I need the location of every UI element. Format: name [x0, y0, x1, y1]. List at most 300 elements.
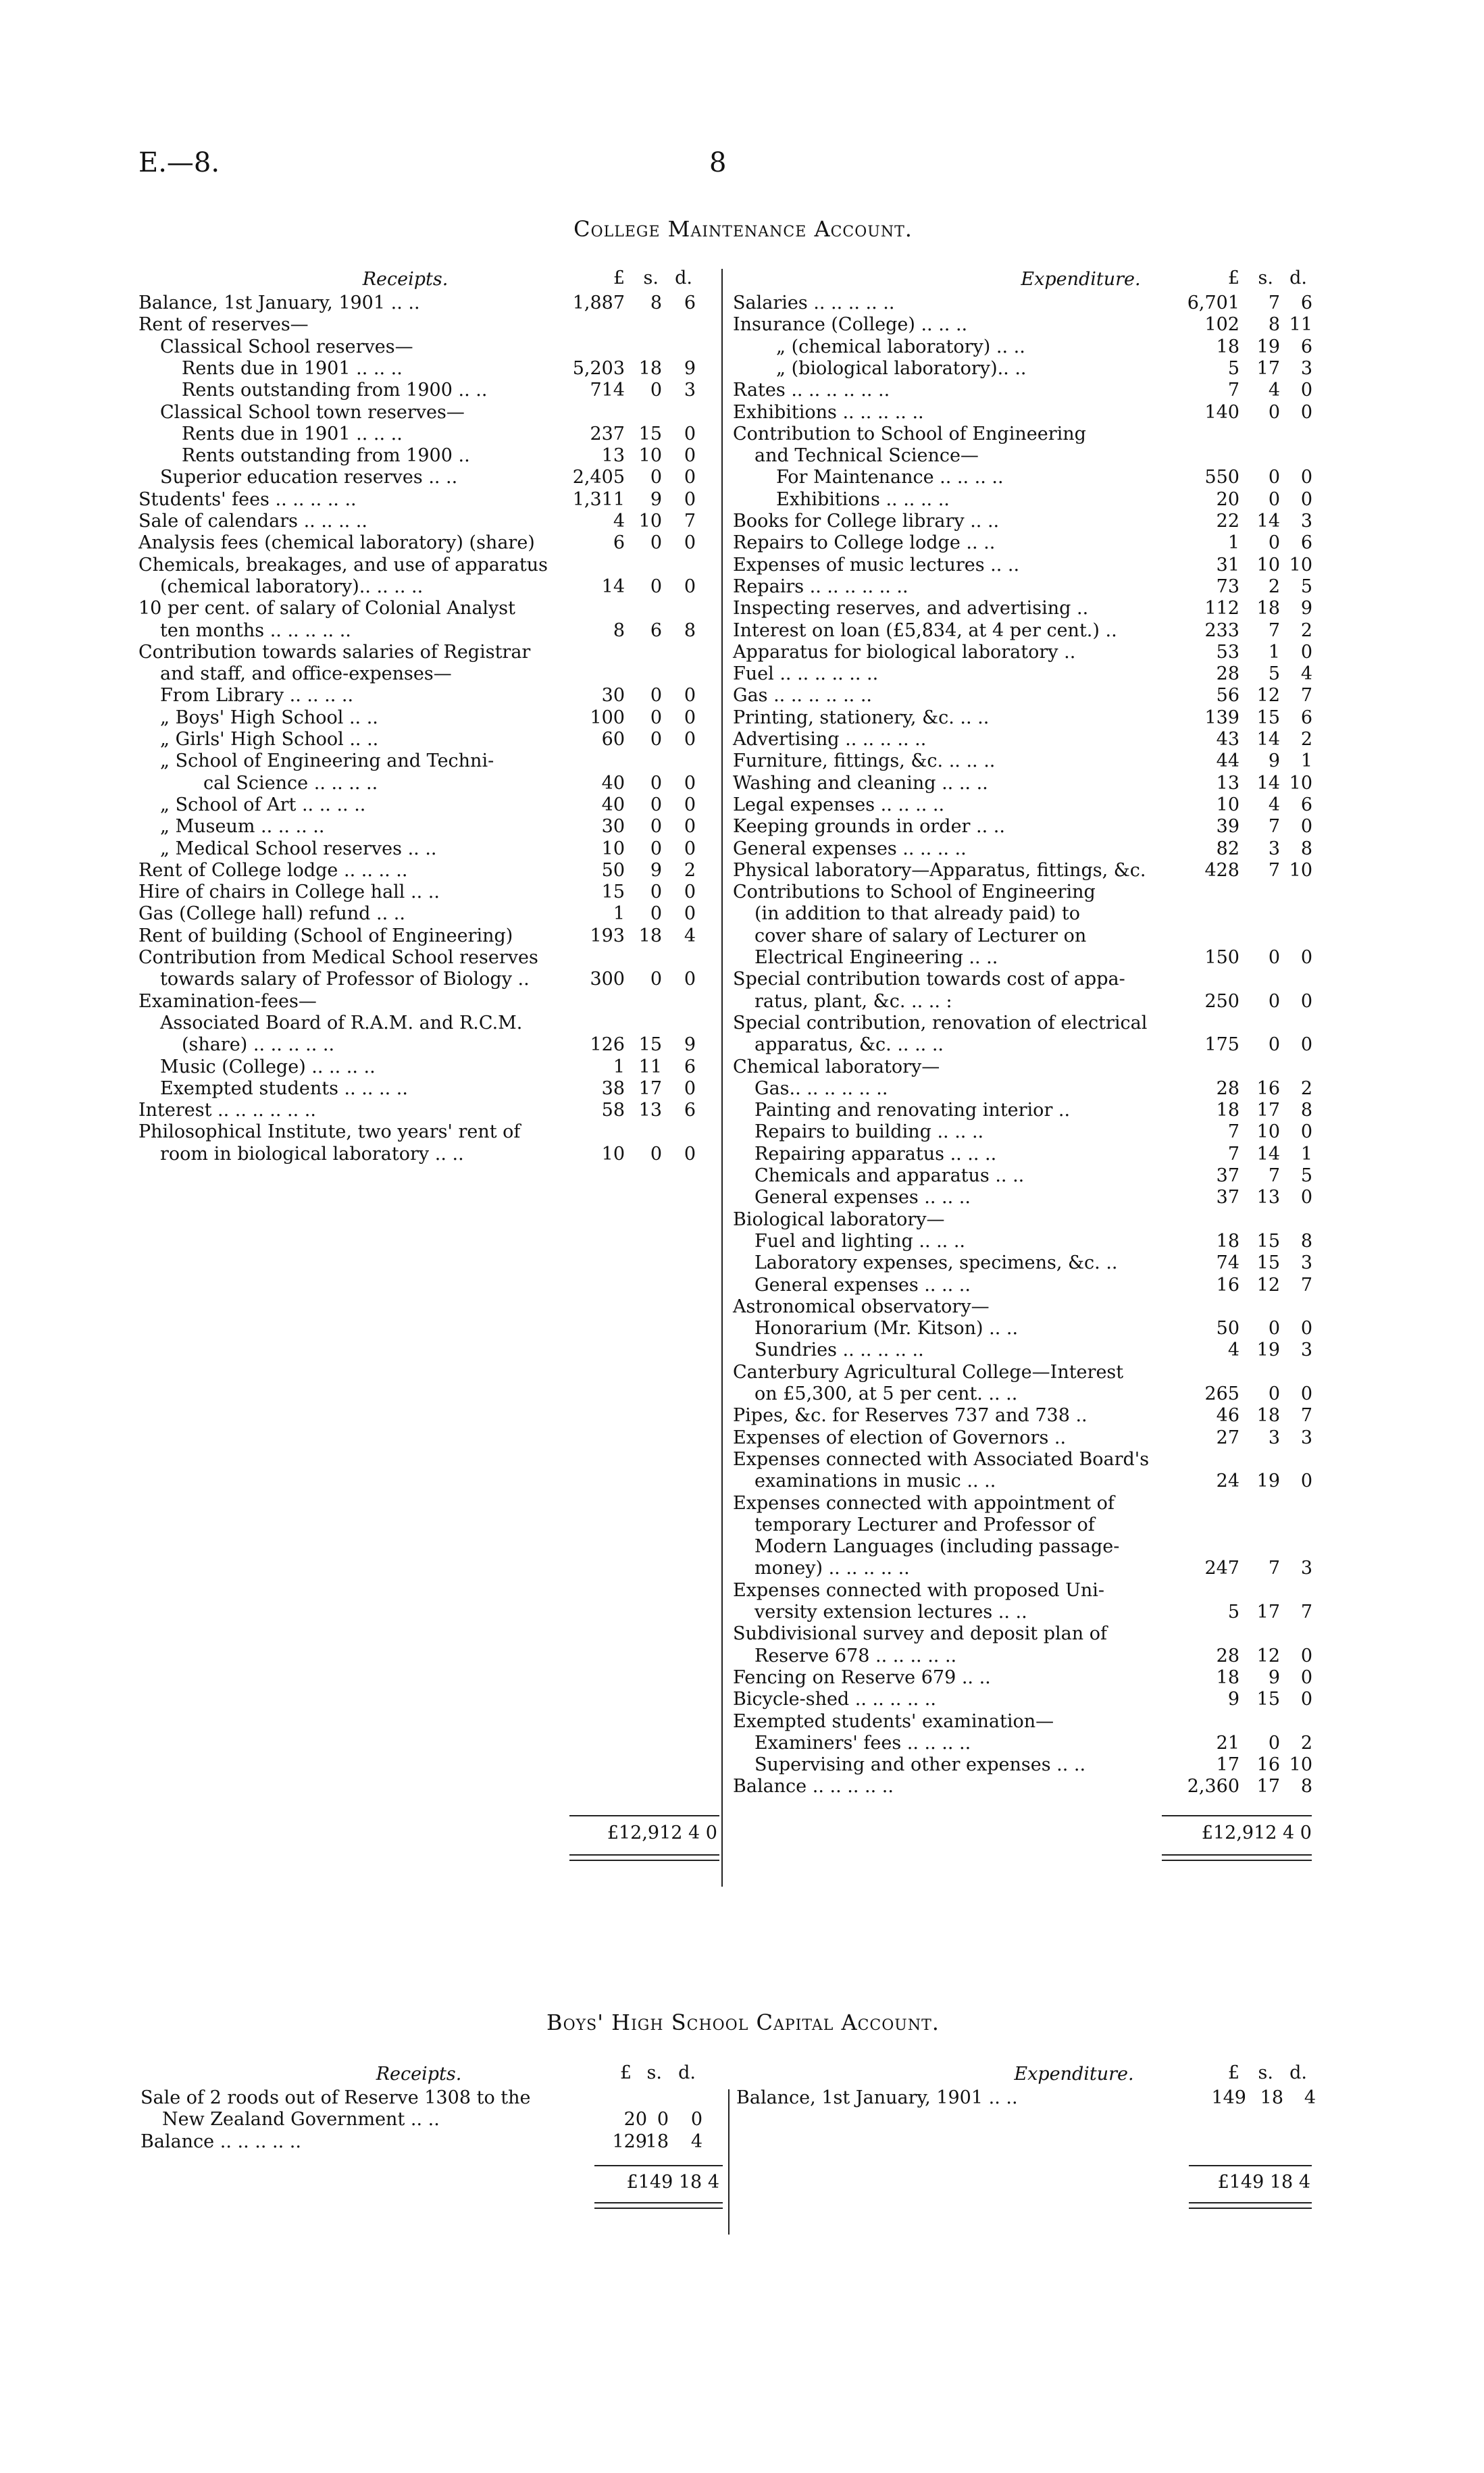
pence-amount: 0 — [684, 488, 696, 510]
shillings-amount: 0 — [1268, 467, 1280, 488]
shillings-amount: 10 — [638, 511, 662, 532]
double-rule — [1162, 1860, 1312, 1861]
shillings-heading: s. — [643, 267, 659, 288]
ledger-row — [138, 555, 716, 576]
pounds-amount: 31 — [1216, 554, 1239, 576]
pounds-amount: 714 — [590, 380, 625, 401]
ledger-row — [138, 663, 716, 685]
pounds-amount: 5 — [1227, 1602, 1239, 1623]
shillings-amount: 18 — [1256, 1405, 1280, 1427]
pounds-amount: 37 — [1216, 1165, 1239, 1186]
shillings-heading: s. — [646, 2062, 662, 2083]
boys-receipts-total: £149 18 4 — [626, 2172, 719, 2193]
pence-amount: 0 — [1300, 990, 1312, 1012]
rule — [1189, 2165, 1312, 2166]
ledger-item-label: From Library .. .. .. .. — [160, 685, 354, 707]
pence-amount: 0 — [684, 467, 696, 488]
ledger-row — [138, 969, 716, 990]
ledger-item-label: Rents due in 1901 .. .. .. — [182, 357, 403, 379]
ledger-row — [138, 598, 716, 619]
ledger-row — [733, 838, 1314, 860]
pence-amount: 0 — [1300, 947, 1312, 968]
ledger-row — [138, 1013, 716, 1034]
ledger-item-label: Gas.. .. .. .. .. .. — [754, 1077, 888, 1099]
pence-amount: 10 — [1289, 1754, 1312, 1776]
ledger-item-label: Washing and cleaning .. .. .. — [733, 772, 988, 794]
pence-amount: 6 — [684, 292, 696, 313]
pounds-amount: 10 — [601, 838, 625, 859]
shillings-amount: 0 — [650, 772, 662, 794]
ledger-item-label: Balance .. .. .. .. .. — [733, 1776, 894, 1798]
ledger-row — [733, 642, 1314, 663]
boys-column-divider — [728, 2089, 730, 2235]
ledger-row — [733, 1754, 1314, 1776]
pence-amount: 4 — [684, 925, 696, 946]
pence-amount: 1 — [1300, 1143, 1312, 1165]
shillings-amount: 19 — [1256, 1471, 1280, 1492]
ledger-row — [733, 969, 1314, 990]
ledger-row — [138, 685, 716, 707]
pence-amount: 0 — [684, 903, 696, 925]
pounds-amount: 237 — [590, 423, 625, 444]
pounds-amount: 82 — [1216, 838, 1239, 859]
shillings-amount: 0 — [650, 969, 662, 990]
ledger-row — [733, 292, 1314, 314]
shillings-amount: 17 — [1256, 1100, 1280, 1121]
shillings-amount: 4 — [1268, 380, 1280, 401]
shillings-amount: 3 — [1268, 838, 1280, 859]
pence-amount: 0 — [1300, 1187, 1312, 1208]
shillings-amount: 14 — [1256, 729, 1280, 750]
pounds-amount: 126 — [590, 1034, 625, 1056]
shillings-amount: 8 — [1268, 314, 1280, 336]
pence-amount: 4 — [690, 2131, 702, 2152]
ledger-row — [733, 1121, 1314, 1143]
ledger-item-label: „ School of Art .. .. .. .. — [160, 794, 366, 815]
pence-amount: 0 — [684, 532, 696, 554]
pence-amount: 9 — [1300, 598, 1312, 619]
shillings-amount: 0 — [1268, 401, 1280, 423]
pounds-amount: 18 — [1216, 1230, 1239, 1252]
ledger-row — [733, 1340, 1314, 1361]
pounds-amount: 46 — [1216, 1405, 1239, 1427]
college-expenditure-total: £12,912 4 0 — [1201, 1822, 1312, 1843]
pounds-amount: 14 — [601, 576, 625, 597]
pence-amount: 7 — [1300, 1602, 1312, 1623]
ledger-row — [733, 1646, 1314, 1667]
shillings-amount: 9 — [650, 859, 662, 881]
shillings-amount: 0 — [650, 882, 662, 903]
ledger-item-label: „ (chemical laboratory) .. .. — [776, 336, 1025, 357]
pence-amount: 0 — [684, 576, 696, 597]
pence-amount: 6 — [1300, 794, 1312, 815]
ledger-row — [733, 314, 1314, 336]
ledger-item-label: and staff, and office-expenses— — [160, 663, 452, 685]
shillings-amount: 7 — [1268, 1165, 1280, 1186]
ledger-item-label: Music (College) .. .. .. .. — [160, 1056, 376, 1077]
double-rule — [569, 1860, 719, 1861]
ledger-item-label: Gas (College hall) refund .. .. — [138, 903, 405, 925]
ledger-row — [138, 402, 716, 424]
ledger-row — [733, 1056, 1314, 1078]
pounds-amount: 22 — [1216, 511, 1239, 532]
ledger-item-label: Rates .. .. .. .. .. .. — [733, 380, 890, 401]
ledger-row — [733, 1362, 1314, 1383]
pence-amount: 10 — [1289, 554, 1312, 576]
shillings-amount: 0 — [1268, 1732, 1280, 1754]
double-rule — [594, 2202, 723, 2203]
pounds-amount: 56 — [1216, 685, 1239, 707]
pence-amount: 6 — [684, 1056, 696, 1077]
page-number: 8 — [709, 147, 727, 178]
ledger-row — [138, 1121, 716, 1143]
ledger-item-label: Balance .. .. .. .. .. — [140, 2131, 301, 2152]
ledger-item-label: Students' fees .. .. .. .. .. — [138, 488, 357, 510]
ledger-item-label: Chemical laboratory— — [733, 1056, 940, 1077]
ledger-item-label: Honorarium (Mr. Kitson) .. .. — [754, 1318, 1019, 1340]
ledger-item-label: Special contribution, renovation of electrical — [733, 1012, 1148, 1034]
ledger-row — [733, 663, 1314, 685]
pence-amount: 6 — [1300, 336, 1312, 357]
ledger-item-label: General expenses .. .. .. — [754, 1187, 971, 1208]
ledger-item-label: temporary Lecturer and Professor of — [754, 1514, 1095, 1535]
ledger-item-label: Exhibitions .. .. .. .. .. — [733, 401, 924, 423]
ledger-row — [733, 511, 1314, 532]
shillings-amount: 0 — [650, 903, 662, 925]
ledger-item-label: Insurance (College) .. .. .. — [733, 314, 968, 336]
ledger-item-label: Contribution towards salaries of Registrar — [138, 641, 531, 663]
ledger-item-label: Rent of reserves— — [138, 314, 309, 336]
ledger-item-label: and Technical Science— — [754, 445, 979, 467]
ledger-item-label: Keeping grounds in order .. .. — [733, 816, 1005, 838]
ledger-row — [138, 882, 716, 903]
ledger-row — [733, 816, 1314, 838]
pounds-amount: 50 — [1216, 1318, 1239, 1340]
ledger-item-label: on £5,300, at 5 per cent. .. .. — [754, 1383, 1018, 1404]
pounds-amount: 28 — [1216, 1645, 1239, 1666]
ledger-item-label: cal Science .. .. .. .. — [203, 772, 378, 794]
pounds-amount: 139 — [1204, 707, 1239, 728]
pence-amount: 2 — [1300, 1732, 1312, 1754]
pence-amount: 0 — [1300, 1383, 1312, 1404]
shillings-amount: 2 — [1268, 576, 1280, 597]
pounds-amount: 1 — [613, 1056, 625, 1077]
pounds-amount: 20 — [1216, 488, 1239, 510]
pounds-amount: 7 — [1227, 1121, 1239, 1143]
ledger-item-label: Rent of building (School of Engineering) — [138, 925, 513, 946]
shillings-amount: 15 — [638, 1034, 662, 1056]
pounds-amount: 24 — [1216, 1471, 1239, 1492]
shillings-amount: 17 — [1256, 1602, 1280, 1623]
boys-expenditure-total: £149 18 4 — [1217, 2172, 1310, 2193]
ledger-item-label: Expenses of music lectures .. .. — [733, 554, 1020, 576]
ledger-row — [733, 1733, 1314, 1754]
ledger-item-label: Pipes, &c. for Reserves 737 and 738 .. — [733, 1405, 1088, 1427]
pence-amount: 0 — [684, 816, 696, 838]
ledger-item-label: Rent of College lodge .. .. .. .. — [138, 859, 408, 881]
pence-amount: 3 — [1300, 1558, 1312, 1579]
ledger-row — [733, 925, 1314, 947]
pounds-amount: 30 — [601, 685, 625, 707]
pence-heading: d. — [1289, 267, 1307, 288]
shillings-amount: 16 — [1256, 1077, 1280, 1099]
shillings-amount: 1 — [1268, 641, 1280, 663]
ledger-row — [733, 1689, 1314, 1710]
ledger-item-label: Repairing apparatus .. .. .. — [754, 1143, 997, 1165]
ledger-item-label: Modern Languages (including passage- — [754, 1536, 1120, 1558]
pounds-amount: 265 — [1204, 1383, 1239, 1404]
pounds-amount: 10 — [601, 1143, 625, 1165]
ledger-item-label: Expenses connected with Associated Board's — [733, 1448, 1150, 1470]
ledger-row — [138, 773, 716, 794]
shillings-amount: 17 — [1256, 357, 1280, 379]
ledger-item-label: ten months .. .. .. .. .. — [160, 619, 351, 641]
pounds-amount: 5 — [1227, 357, 1239, 379]
shillings-amount: 16 — [1256, 1754, 1280, 1776]
ledger-row — [733, 445, 1314, 467]
ledger-item-label: examinations in music .. .. — [754, 1471, 996, 1492]
pence-amount: 1 — [1300, 750, 1312, 772]
college-column-divider — [721, 269, 723, 1887]
pence-amount: 0 — [1300, 1666, 1312, 1688]
ledger-row — [733, 1602, 1314, 1623]
ledger-row — [733, 1493, 1314, 1514]
shillings-amount: 10 — [1256, 554, 1280, 576]
ledger-row — [733, 620, 1314, 642]
ledger-row — [733, 1252, 1314, 1274]
ledger-item-label: Exempted students .. .. .. .. — [160, 1077, 408, 1099]
ledger-item-label: Astronomical observatory— — [733, 1296, 990, 1317]
ledger-row — [733, 750, 1314, 772]
pence-amount: 0 — [690, 2109, 702, 2131]
shillings-amount: 7 — [1268, 859, 1280, 881]
ledger-item-label: Expenses connected with appointment of — [733, 1492, 1115, 1514]
ledger-row — [733, 598, 1314, 619]
ledger-item-label: Expenses of election of Governors .. — [733, 1427, 1067, 1448]
ledger-row — [733, 991, 1314, 1013]
ledger-item-label: Physical laboratory—Apparatus, fittings, &c. — [733, 859, 1146, 881]
pence-amount: 6 — [1300, 292, 1312, 313]
pence-amount: 3 — [1300, 1252, 1312, 1274]
shillings-amount: 3 — [1268, 1427, 1280, 1448]
pounds-amount: 428 — [1204, 859, 1239, 881]
shillings-amount: 0 — [1268, 990, 1280, 1012]
pence-amount: 3 — [1300, 1427, 1312, 1448]
pounds-amount: 74 — [1216, 1252, 1239, 1274]
ledger-row — [138, 336, 716, 358]
pence-amount: 0 — [1300, 1471, 1312, 1492]
ledger-row — [733, 467, 1314, 488]
pounds-amount: 2,405 — [572, 467, 625, 488]
pounds-amount: 53 — [1216, 641, 1239, 663]
shillings-amount: 9 — [650, 488, 662, 510]
pounds-amount: 13 — [601, 445, 625, 467]
shillings-amount: 7 — [1268, 292, 1280, 313]
pence-amount: 7 — [1300, 1405, 1312, 1427]
pounds-amount: 233 — [1204, 619, 1239, 641]
shillings-amount: 17 — [1256, 1776, 1280, 1798]
ledger-item-label: „ (biological laboratory).. .. — [776, 357, 1027, 379]
ledger-item-label: Painting and renovating interior .. — [754, 1100, 1071, 1121]
pence-amount: 2 — [1300, 729, 1312, 750]
double-rule — [1189, 2202, 1312, 2203]
shillings-amount: 18 — [638, 357, 662, 379]
pence-amount: 7 — [1300, 685, 1312, 707]
ledger-item-label: Chemicals and apparatus .. .. — [754, 1165, 1025, 1186]
ledger-item-label: Contribution from Medical School reserves — [138, 947, 538, 968]
ledger-item-label: (chemical laboratory).. .. .. .. — [160, 576, 424, 597]
ledger-row — [733, 882, 1314, 903]
pence-amount: 0 — [684, 1077, 696, 1099]
pence-amount: 8 — [1300, 1100, 1312, 1121]
ledger-item-label: Rents due in 1901 .. .. .. — [182, 423, 403, 444]
shillings-amount: 15 — [1256, 1230, 1280, 1252]
pounds-amount: 40 — [601, 794, 625, 815]
expenditure-heading: Expenditure. — [1014, 2064, 1134, 2085]
expenditure-heading: Expenditure. — [1021, 269, 1141, 290]
ledger-row — [138, 729, 716, 750]
shillings-amount: 18 — [1256, 598, 1280, 619]
ledger-item-label: „ Museum .. .. .. .. — [160, 816, 325, 838]
ledger-row — [733, 1165, 1314, 1187]
double-rule — [1189, 2208, 1312, 2209]
pence-amount: 0 — [684, 729, 696, 750]
pounds-amount: 40 — [601, 772, 625, 794]
pence-amount: 10 — [1289, 859, 1312, 881]
pounds-amount: 13 — [1216, 772, 1239, 794]
pence-amount: 0 — [1300, 488, 1312, 510]
ledger-row — [733, 685, 1314, 707]
pence-amount: 0 — [1300, 401, 1312, 423]
pounds-amount: 193 — [590, 925, 625, 946]
pounds-amount: 21 — [1216, 1732, 1239, 1754]
shillings-amount: 15 — [1256, 1689, 1280, 1710]
shillings-amount: 19 — [1256, 336, 1280, 357]
pounds-amount: 39 — [1216, 816, 1239, 838]
shillings-amount: 11 — [638, 1056, 662, 1077]
ledger-row — [138, 380, 716, 401]
pence-amount: 0 — [684, 1143, 696, 1165]
pence-amount: 0 — [684, 445, 696, 467]
pounds-amount: 175 — [1204, 1034, 1239, 1056]
boys-account-title: Boys' High School Capital Account. — [546, 2010, 940, 2035]
shillings-amount: 0 — [650, 816, 662, 838]
ledger-row — [138, 794, 716, 816]
pounds-amount: 37 — [1216, 1187, 1239, 1208]
pence-amount: 7 — [1300, 1274, 1312, 1296]
ledger-row — [138, 292, 716, 314]
ledger-item-label: Balance, 1st January, 1901 .. .. — [138, 292, 420, 313]
ledger-item-label: Special contribution towards cost of appa- — [733, 969, 1125, 990]
ledger-row — [733, 794, 1314, 816]
ledger-item-label: Repairs to College lodge .. .. — [733, 532, 996, 554]
receipts-heading: Receipts. — [376, 2064, 462, 2085]
ledger-item-label: Classical School town reserves— — [160, 401, 465, 423]
ledger-row — [138, 576, 716, 598]
shillings-amount: 15 — [1256, 1252, 1280, 1274]
pence-amount: 3 — [684, 380, 696, 401]
ledger-row — [138, 424, 716, 445]
pence-amount: 0 — [684, 838, 696, 859]
shillings-amount: 19 — [1256, 1340, 1280, 1361]
ledger-item-label: For Maintenance .. .. .. .. — [776, 467, 1004, 488]
pence-amount: 7 — [684, 511, 696, 532]
pence-amount: 0 — [684, 882, 696, 903]
ledger-row — [733, 1580, 1314, 1602]
pounds-amount: 5,203 — [572, 357, 625, 379]
ledger-item-label: Gas .. .. .. .. .. .. — [733, 685, 873, 707]
shillings-amount: 12 — [1256, 1645, 1280, 1666]
shillings-amount: 14 — [1256, 772, 1280, 794]
shillings-amount: 0 — [650, 532, 662, 554]
ledger-item-label: Expenses connected with proposed Uni- — [733, 1579, 1104, 1601]
pounds-amount: 50 — [601, 859, 625, 881]
pounds-amount: 17 — [1216, 1754, 1239, 1776]
ledger-row — [733, 1209, 1314, 1231]
shillings-amount: 0 — [1268, 488, 1280, 510]
ledger-item-label: Salaries .. .. .. .. .. — [733, 292, 895, 313]
pence-amount: 2 — [1300, 1077, 1312, 1099]
ledger-item-label: Reserve 678 .. .. .. .. .. — [754, 1645, 957, 1666]
shillings-amount: 0 — [650, 1143, 662, 1165]
pence-amount: 5 — [1300, 1165, 1312, 1186]
ledger-row — [140, 2087, 721, 2109]
ledger-row — [138, 1078, 716, 1100]
ledger-row — [733, 1144, 1314, 1165]
receipts-heading: Receipts. — [362, 269, 449, 290]
pence-heading: d. — [1289, 2062, 1307, 2083]
ledger-item-label: towards salary of Professor of Biology .. — [160, 969, 530, 990]
shillings-amount: 8 — [650, 292, 662, 313]
ledger-row — [138, 532, 716, 554]
shillings-heading: s. — [1258, 267, 1273, 288]
ledger-row — [733, 1536, 1314, 1558]
pence-amount: 0 — [1300, 1034, 1312, 1056]
pounds-amount: 10 — [1216, 794, 1239, 815]
shillings-amount: 9 — [1268, 1666, 1280, 1688]
pence-amount: 9 — [684, 1034, 696, 1056]
pounds-amount: 150 — [1204, 947, 1239, 968]
ledger-row — [138, 467, 716, 488]
pence-amount: 6 — [684, 1100, 696, 1121]
pence-amount: 0 — [1300, 1689, 1312, 1710]
ledger-item-label: Legal expenses .. .. .. .. — [733, 794, 945, 815]
ledger-row — [138, 445, 716, 467]
ledger-row — [733, 1100, 1314, 1121]
ledger-row — [733, 1776, 1314, 1798]
ledger-row — [138, 860, 716, 882]
ledger-row — [733, 555, 1314, 576]
pounds-amount: 20 — [623, 2109, 647, 2131]
double-rule — [1162, 1854, 1312, 1856]
pounds-amount: 28 — [1216, 1077, 1239, 1099]
shillings-amount: 0 — [650, 685, 662, 707]
pence-amount: 0 — [1300, 1318, 1312, 1340]
double-rule — [569, 1854, 719, 1856]
shillings-amount: 15 — [1256, 707, 1280, 728]
ledger-row — [138, 707, 716, 729]
ledger-row — [138, 947, 716, 969]
pence-heading: d. — [675, 267, 692, 288]
ledger-item-label: Interest .. .. .. .. .. .. — [138, 1100, 316, 1121]
ledger-item-label: Contribution to School of Engineering — [733, 423, 1086, 444]
pence-amount: 4 — [1300, 663, 1312, 685]
pounds-amount: 30 — [601, 816, 625, 838]
shillings-amount: 10 — [1256, 1121, 1280, 1143]
ledger-row — [733, 402, 1314, 424]
pounds-amount: 129 — [612, 2131, 647, 2152]
ledger-item-label: „ School of Engineering and Techni- — [160, 750, 494, 772]
